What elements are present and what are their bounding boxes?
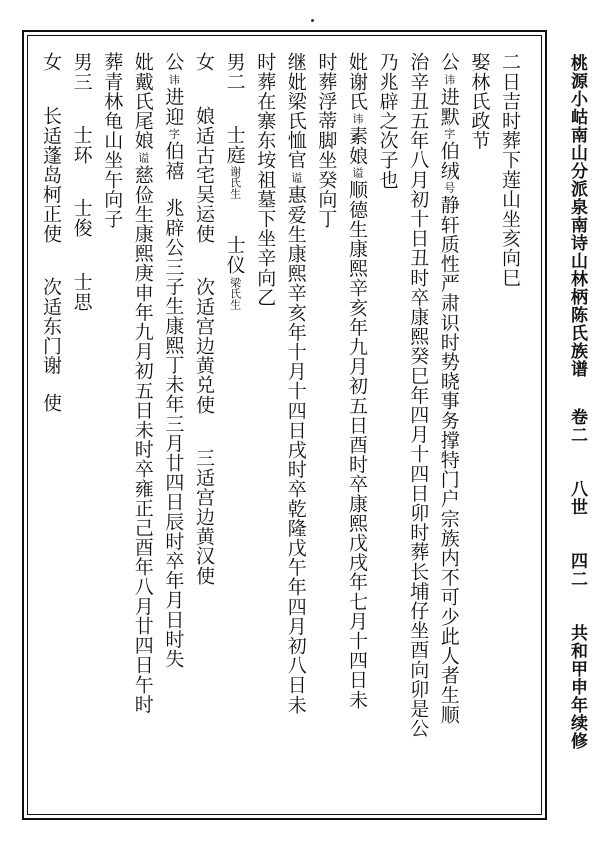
text-segment: 女 [40,52,62,72]
text-segment: 妣谢氏 [346,52,368,111]
annotation-note: 谢氏生 [228,166,242,200]
text-segment: 士俊 [70,198,93,238]
text-segment: 次适东门谢 [40,276,62,375]
text-segment: 二日吉时葬下莲山坐亥向巳 [499,52,521,288]
text-segment: 士环 [70,125,93,165]
text-segment: 士仪 [223,235,246,275]
page-number: 四二 [567,552,587,588]
text-segment: 男三 [70,52,93,92]
text-segment: 伯绒 [437,140,460,181]
text-segment: 乃兆辟之次子也 [376,52,399,190]
text-segment: 顺德生康熙辛亥年九月初五日酉时卒康熙戊戌年七月十四日未 [346,180,368,710]
text-column [436,52,462,724]
text-segment: 进迎 [162,86,185,126]
text-segment: 进默 [437,86,460,126]
text-segment: 女 [193,52,215,72]
text-segment: 静轩质性严肃识时势晓事务撑特门户宗族内不可少此人者生顺 [437,195,460,725]
text-column [466,52,492,150]
text-segment: 次适宫边黄兑使 [193,276,215,415]
text-column [313,52,339,228]
text-segment: 士思 [70,271,93,311]
generation-label: 八世 [567,480,587,516]
text-column [344,52,370,709]
annotation-note: 号 [442,182,456,194]
annotation-note: 字 [442,127,456,139]
text-segment: 葬青林龟山坐午向子 [101,52,124,229]
text-segment: 三适宫边黄汉使 [193,448,215,586]
margin-column [566,54,588,750]
text-segment: 伯禧 [162,140,185,181]
text-segment: 兆辟公三子生康熙丁未年三月廿四日辰时卒年月日时失 [162,198,185,669]
annotation-note: 讳 [167,73,181,85]
text-segment: 公 [437,52,460,72]
text-segment: 继妣梁氏恤官 [284,52,307,170]
text-column [99,52,125,228]
text-column [130,52,156,714]
volume-label: 卷二 [567,408,587,444]
text-segment: 治辛丑五年八月初十日丑时卒康熙癸巳年四月十四日卯时葬长埔仔坐酉向卯是公 [407,52,430,738]
text-segment: 娘适古宅吴运使 [193,105,215,243]
text-column [38,52,64,412]
annotation-note: 梁氏生 [228,276,242,310]
annotation-note: 讳 [442,73,456,85]
annotation-note: 讳 [351,112,364,124]
text-column [222,52,248,312]
text-segment: 男二 [223,52,246,92]
text-column [375,52,401,189]
text-segment: 惠爱生康熙辛亥年十月十四日戌时卒乾隆戊午年四月初八日未 [284,184,307,714]
annotation-note: 谥 [136,152,150,163]
text-segment: 时葬在寨东垵祖墓下坐辛向乙 [254,52,277,307]
text-column [252,52,278,307]
text-segment: 时葬浮蒂脚坐癸向丁 [315,52,338,229]
text-segment: 公 [162,52,185,72]
text-column [405,52,431,738]
text-segment: 长适蓬岛柯正使 [40,105,62,243]
annotation-note: 谥 [289,171,303,183]
text-column [160,52,186,668]
book-title: 桃源小岵南山分派泉南诗山林柄陈氏族谱 [567,54,587,378]
text-segment: 使 [40,392,62,413]
annotation-note: 字 [167,127,181,139]
text-column [191,52,217,585]
text-segment: 妣戴氏尾娘 [131,52,154,150]
top-dot-mark [311,19,314,22]
text-segment: 素娘 [346,125,368,166]
text-segment: 慈俭生康熙庚申年九月初五日未时卒雍正己酉年八月廿四日午时 [131,165,154,714]
text-column [283,52,309,714]
text-column [497,52,523,287]
text-segment: 娶林氏政节 [468,52,491,150]
text-column [69,52,95,311]
text-segment: 士庭 [223,125,246,165]
edition-label: 共和甲申年续修 [567,624,587,750]
annotation-note: 谥 [351,167,364,179]
